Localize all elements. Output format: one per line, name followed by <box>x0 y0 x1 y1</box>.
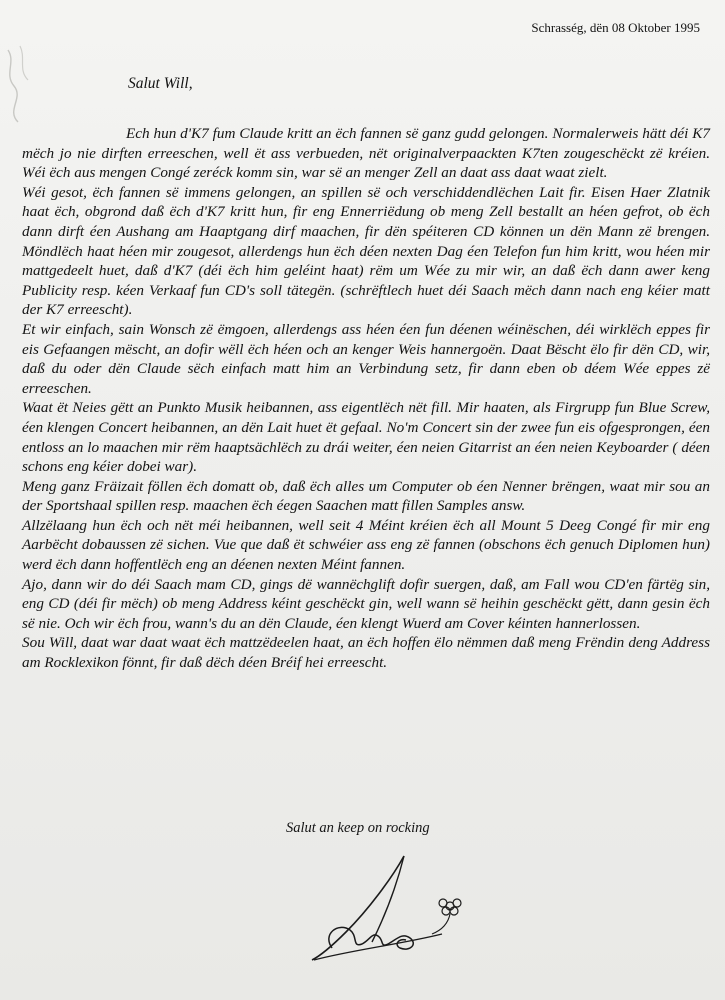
handwritten-signature <box>292 848 472 968</box>
paragraph: Sou Will, daat war daat waat ëch mattzëdeelen haat, an ëch hoffen ëlo nëmmen daß meng Frëndin deng Address am Rocklexikon fönnt, fir daß dëch déen Bréif hei erreescht. <box>22 634 710 672</box>
paragraph: Ajo, dann wir do déi Saach mam CD, gings dë wannëchglift dofir suergen, daß, am Fall wou CD'en färtëg sin, eng CD (déi fir mëch) ob meng Address kéint geschëckt gin, well wann së heihin geschëckt gëtt, dann gesin ëch së nie. Och wir ëch frou, wann's du an dën Claude, éen klengt Wuerd am Cover kéinten hannerlossen. <box>22 575 710 632</box>
paragraph: Allzëlaang hun ëch och nët méi heibannen, well seit 4 Méint kréien ëch all Mount 5 Deeg Congé fir mir eng Aarbëcht dobaussen zë sichen. Vue que daß ët schwéier ass eng zë fannen (obschons ëch genuch Diplomen hun) werd ëch dann hoffentlëch eng an déenen nexten Méint fannen. <box>22 516 710 574</box>
margin-scribble <box>0 40 40 130</box>
paragraph: Meng ganz Fräizait föllen ëch domatt ob, daß ëch alles um Computer ob éen Nenner brëngen, waat mir sou an der Sportshaal spillen resp. maachen ëch éegen Saachen matt fillen Samples answ. <box>22 477 710 515</box>
letter-date: Schrasség, dën 08 Oktober 1995 <box>531 20 700 35</box>
paragraph: Waat ët Neies gëtt an Punkto Musik heibannen, ass eigentlëch nët fill. Mir haaten, als Firgrupp fun Blue Screw, éen klengen Concert heibannen, an dën Lait huet ët gefaal. No'm Concert sin der zwee fun eis ofgesprongen, éen entloss an lo maachen mir rëm haaptsächlëch zu drái weiter, éen neien Gitarrist an éen neien Keyboarder ( déen schons eng kéier dobei war). <box>22 399 710 476</box>
letter-body <box>22 124 710 673</box>
letter-greeting: Salut Will, <box>128 75 193 92</box>
paragraph: Et wir einfach, sain Wonsch zë ëmgoen, allerdengs ass héen éen fun déenen wéinëschen, déi wirklëch eppes fir eis Gefaangen mëscht, an dofir wëll ëch héen och an kenger Weis hannergoën. Daat Bëscht ëlo fir dën CD, wir, daß du oder dën Claude sëch einfach matt him an Verbindung setz, fir dann eben ob déem Wée eppes zë erreeschen. <box>22 320 710 397</box>
paragraph: Wéi gesot, ëch fannen së immens gelongen, an spillen së och verschiddendlëchen Lait fir. Eisen Haer Zlatnik haat ëch, obgrond daß ëch d'K7 kritt hun, fir eng Ennerriëdung ob meng Zell bestallt an héen gefrot, ob ëch dann dirft éen Aushang am Haaptgang dirf maachen, fir dën spéiteren CD können un dën Mann zë brengen. Möndlëch haat héen mir zougesot, allerdengs hun ëch déen nexten Dag éen Telefon fun him kritt, wou héen mir mattgedeelt huet, daß d'K7 (déi ëch him geléint haat) rëm um Wée zu mir wir, an daß ëch dann awer keng Publicity resp. kéen Verkaaf fun CD's soll tätegën. (schrëftlech huet déi Saach mëch dann nach eng kéier matt der K7 erreescht). <box>22 183 710 319</box>
letter-closing: Salut an keep on rocking <box>286 820 430 836</box>
paragraph: Ech hun d'K7 fum Claude kritt an ëch fannen së ganz gudd gelongen. Normalerweis hätt déi K7 mëch jo nie dirften erreeschen, well ët ass verbueden, nët originalverpaackten K7ten zougeschëckt zë kréien. Wéi ëch aus mengen Congé zeréck komm sin, war së an menger Zell an daat ass daat waat zielt. <box>22 125 710 182</box>
